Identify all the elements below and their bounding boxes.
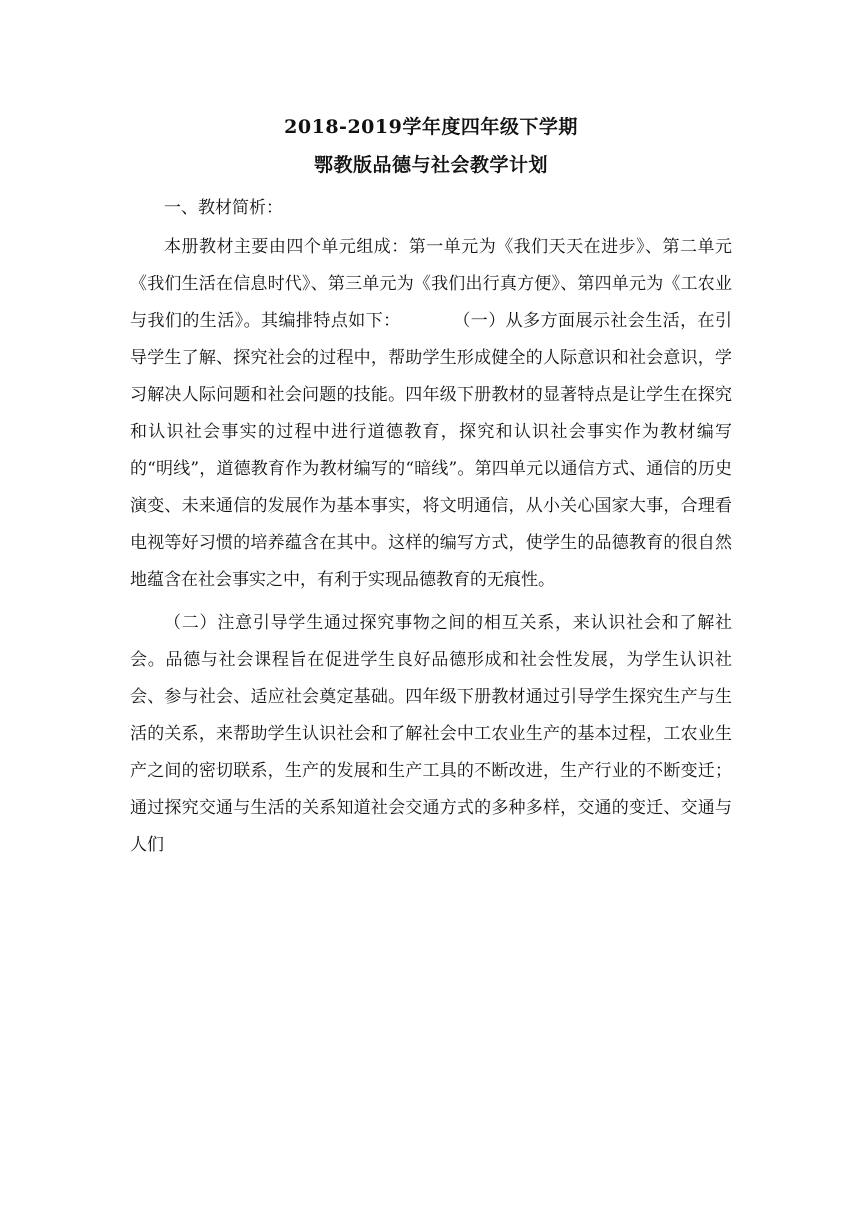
document-title-line2: 鄂教版品德与社会教学计划	[313, 154, 548, 176]
document-title-line1: 2018-2019学年度四年级下学期	[284, 116, 578, 138]
paragraph-1: 本册教材主要由四个单元组成：第一单元为《我们天天在进步》、第二单元《我们生活在信息时代》、第三单元为《我们出行真方便》、第四单元为《工农业与我们的生活》。其编排特点如下： （一）从多方面展示社会生活，在引导学生了解、探究社会的过程中，帮助学生形成健全的人际意识和社会意识，学习解决人际问题和社会问题的技能。四年级下册教材的显著特点是让学生在探究和认识社会事实的过程中进行道德教育，探究和认识社会事实作为教材编写的“明线”，道德教育作为教材编写的“暗线”。第四单元以通信方式、通信的历史演变、未来通信的发展作为基本事实，将文明通信，从小关心国家大事，合理看电视等好习惯的培养蕴含在其中。这样的编写方式，使学生的品德教育的很自然地蕴含在社会事实之中，有利于实现品德教育的无痕性。	[130, 237, 732, 590]
document-body	[130, 108, 732, 870]
section-heading-textbook-analysis: 一、教材简析：	[164, 198, 283, 218]
paragraph-2: （二）注意引导学生通过探究事物之间的相互关系，来认识社会和了解社会。品德与社会课程旨在促进学生良好品德形成和社会性发展，为学生认识社会、参与社会、适应社会奠定基础。四年级下册教材通过引导学生探究生产与生活的关系，来帮助学生认识社会和了解社会中工农业生产的基本过程，工农业生产之间的密切联系，生产的发展和生产工具的不断改进，生产行业的不断变迁；通过探究交通与生活的关系知道社会交通方式的多种多样，交通的变迁、交通与人们	[130, 613, 732, 855]
